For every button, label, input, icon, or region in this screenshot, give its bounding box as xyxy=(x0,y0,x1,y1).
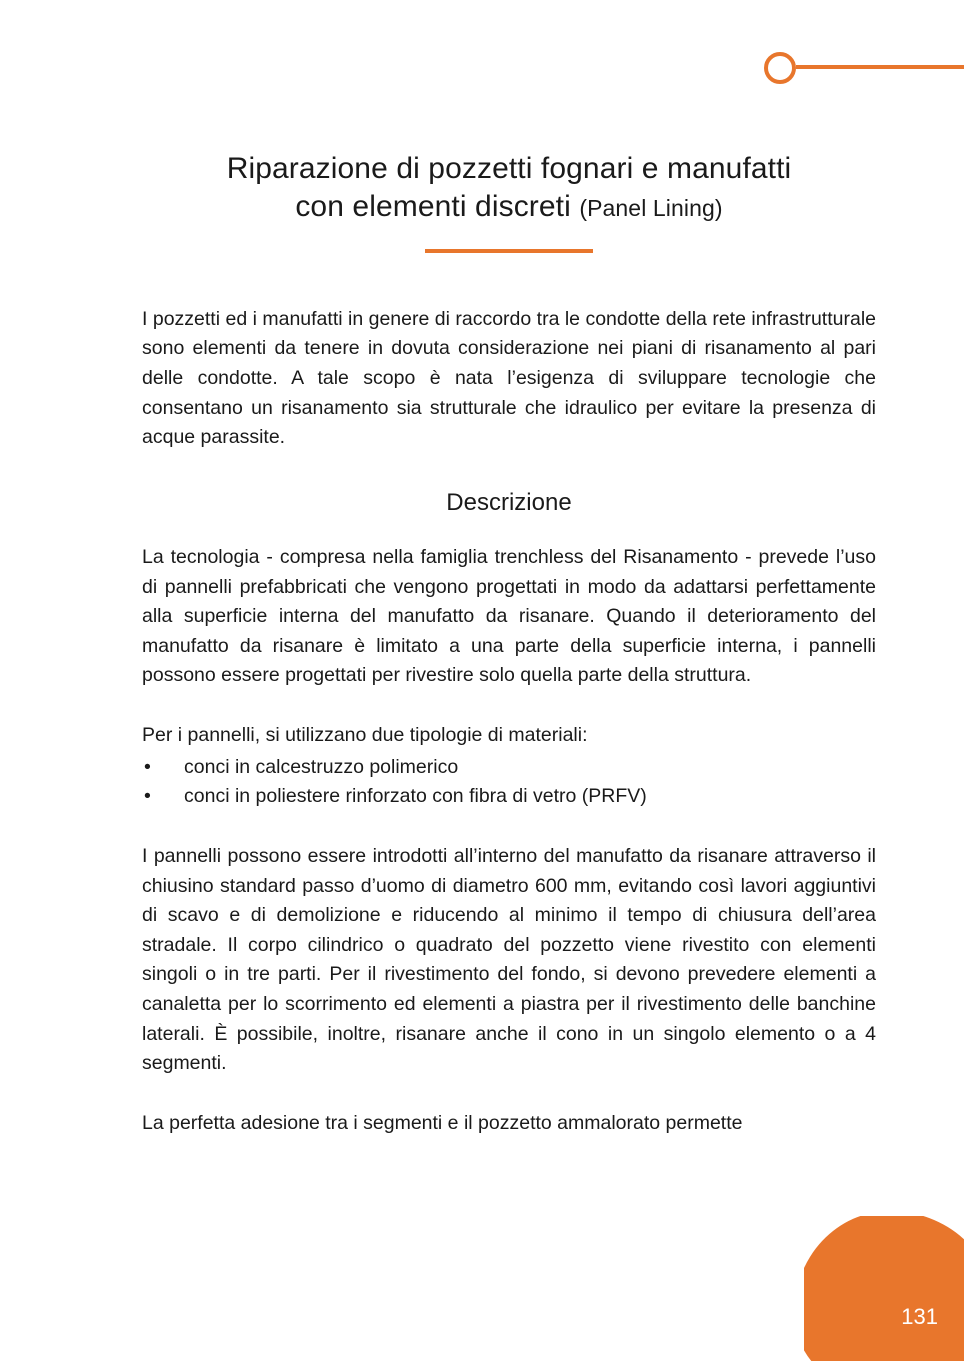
list-intro-line: Per i pannelli, si utilizzano due tipologie di materiali: xyxy=(142,724,588,747)
list-item xyxy=(142,782,876,812)
bullet-icon: • xyxy=(144,785,151,808)
page-number-blob xyxy=(804,1216,964,1361)
list-item-label: conci in poliestere rinforzato con fibra di vetro (PRFV) xyxy=(184,785,647,808)
materials-list xyxy=(142,753,876,812)
page-number: 131 xyxy=(901,1304,938,1329)
page-title-line1: Riparazione di pozzetti fognari e manufatti xyxy=(226,152,792,185)
bullet-icon: • xyxy=(144,755,151,778)
blob-shape xyxy=(804,1216,964,1361)
section-heading-descrizione: Descrizione xyxy=(446,488,572,516)
page-title xyxy=(142,150,876,227)
paragraph-2: I pannelli possono essere introdotti all’interno del manufatto da risanare attraverso il chiusino standard passo d’uomo di diametro 600 mm, evitando così lavori aggiuntivi di scavo e di demolizione e riducendo al minimo il tempo di chiusura dell’area stradale. Il corpo cilindrico o quadrato del pozzetto viene rivestito con elementi singoli o in tre parti. Per il rivestimento del fondo, si devono prevedere elementi a canaletta per lo scorrimento ed elementi a piastra per il rivestimento delle banchine laterali. È possibile, inoltre, risanare anche il cono in un singolo elemento o a 4 segmenti. xyxy=(142,844,876,1075)
page-title-line2: con elementi discreti xyxy=(295,190,571,224)
title-underline-rule xyxy=(425,249,593,253)
list-item xyxy=(142,753,876,783)
page-title-suffix: (Panel Lining) xyxy=(579,195,723,222)
paragraph-1: La tecnologia - compresa nella famiglia trenchless del Risanamento - prevede l’uso di pannelli prefabbricati che vengono progettati in modo da adattarsi perfettamente alla superficie interna del manufatto da risanare. Quando il deterioramento del manufatto da risanare è limitato a una parte della superficie interna, i pannelli possono essere progettati per rivestire solo quella parte della struttura. xyxy=(142,545,876,687)
intro-paragraph: I pozzetti ed i manufatti in genere di raccordo tra le condotte della rete infrastrutturale sono elementi da tenere in dovuta considerazione nei piani di risanamento al pari delle condotte. A tale scopo è nata l’esigenza di sviluppare tecnologie che consentano un risanamento sia strutturale che idraulico per evitare la presenza di acque parassite. xyxy=(142,307,876,449)
list-item-label: conci in calcestruzzo polimerico xyxy=(184,755,459,778)
paragraph-3: La perfetta adesione tra i segmenti e il pozzetto ammalorato permette xyxy=(142,1111,743,1134)
